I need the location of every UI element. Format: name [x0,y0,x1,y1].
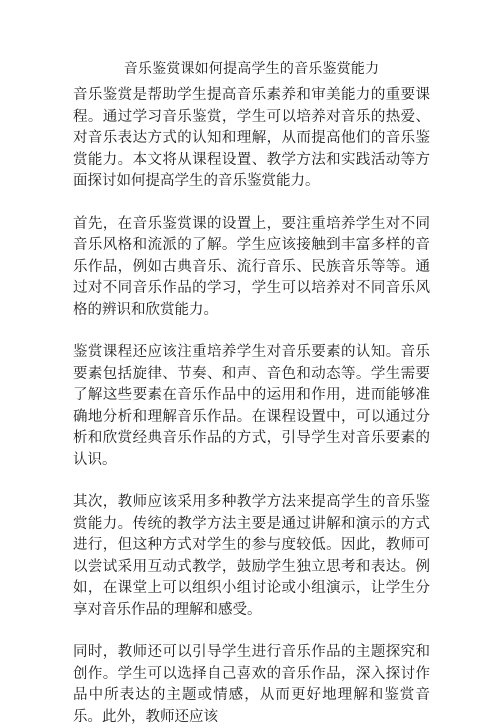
document-title: 音乐鉴赏课如何提高学生的音乐鉴赏能力 [123,61,380,77]
paragraph-music-elements: 鉴赏课程还应该注重培养学生对音乐要素的认知。音乐要素包括旋律、节奏、和声、音色和动态等。学生需要了解这些要素在音乐作品中的运用和作用，进而能够准确地分析和理解音乐作品。在课程设置中，可以通过分析和欣赏经典音乐作品的方式，引导学生对音乐要素的认识。 [73,344,430,468]
paragraph-teaching-methods: 其次，教师应该采用多种教学方法来提高学生的音乐鉴赏能力。传统的教学方法主要是通过讲解和演示的方式进行，但这种方式对学生的参与度较低。因此，教师可以尝试采用互动式教学，鼓励学生独立思考和表达。例如，在课堂上可以组织小组讨论或小组演示，让学生分享对音乐作品的理解和感受。 [73,494,430,618]
paragraph-theme-exploration: 同时，教师还可以引导学生进行音乐作品的主题探究和创作。学生可以选择自己喜欢的音乐作品，深入探讨作品中所表达的主题或情感，从而更好地理解和鉴赏音乐。此外，教师还应该 [73,644,430,725]
paragraph-intro: 音乐鉴赏是帮助学生提高音乐素养和审美能力的重要课程。通过学习音乐鉴赏，学生可以培养对音乐的热爱、对音乐表达方式的认知和理解，从而提高他们的音乐鉴赏能力。本文将从课程设置、教学方法和实践活动等方面探讨如何提高学生的音乐鉴赏能力。 [73,87,430,189]
paragraph-course-setting: 首先，在音乐鉴赏课的设置上，要注重培养学生对不同音乐风格和流派的了解。学生应该接触到丰富多样的音乐作品，例如古典音乐、流行音乐、民族音乐等等。通过对不同音乐作品的学习，学生可以培养对不同音乐风格的辨识和欣赏能力。 [73,215,430,318]
